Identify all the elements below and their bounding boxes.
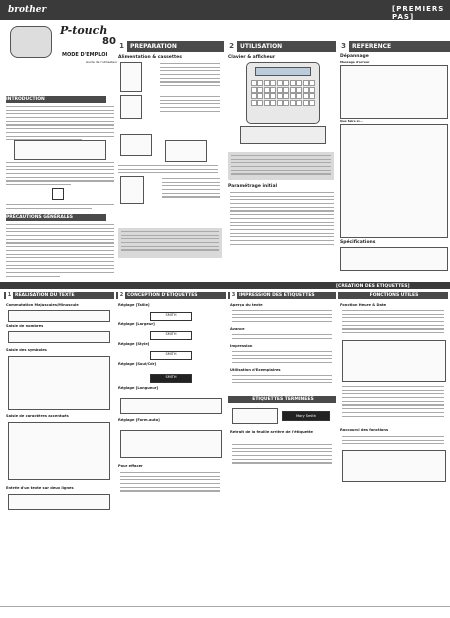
specs-title: Spécifications — [340, 240, 376, 245]
step2-illustration — [120, 95, 142, 119]
step4-illustration — [120, 176, 144, 204]
intro-text — [6, 106, 114, 143]
symbols-heading: Saisie des symboles — [6, 348, 47, 352]
style-sample: SMITH — [150, 351, 192, 360]
symbols-table — [8, 356, 110, 410]
product-model: 80 — [102, 36, 116, 47]
guide-title: MODE D'EMPLOI — [62, 52, 108, 58]
intro-header: INTRODUCTION — [6, 96, 106, 103]
clear-heading: Pour effacer — [118, 464, 143, 468]
prep-subtitle: Alimentation & cassettes — [118, 55, 182, 60]
bin-icon — [52, 188, 64, 200]
copies-heading: Utilisation d'Exemplaires — [230, 368, 281, 372]
section-preparation: 1 PREPARATION — [116, 41, 224, 52]
product-logo: P-touch — [60, 24, 108, 37]
datetime-heading: Fonction Heure & Date — [340, 303, 387, 307]
footer — [0, 606, 450, 618]
underline-heading: Réglage [Soul/Cdr] — [118, 362, 157, 366]
lcd-display — [255, 67, 311, 76]
cassette-illustration — [165, 140, 207, 162]
feed-heading: Avance — [230, 327, 245, 331]
top-banner — [0, 0, 450, 20]
autoformat-table — [120, 430, 222, 458]
section-impression: 3 IMPRESSION DES ETIQUETTES — [228, 292, 336, 299]
creation-tag: [CREATION DES ETIQUETTES] — [336, 284, 410, 289]
accents-heading: Saisie de caractères accentués — [6, 414, 69, 418]
section-fonctions: FONCTIONS UTILES — [338, 292, 448, 299]
premiers-pas-tag: [PREMIERS PAS] — [392, 5, 445, 21]
underline-sample: SMITH — [150, 374, 192, 383]
step1-illustration — [120, 62, 142, 92]
accents-table — [8, 422, 110, 480]
preview-heading: Aperçu du texte — [230, 303, 263, 307]
size-heading: Réglage [Taille] — [118, 303, 150, 307]
width-heading: Réglage [Largeur] — [118, 322, 155, 326]
setup-subtitle: Paramétrage initial — [228, 184, 278, 189]
error-table — [340, 65, 448, 119]
two-lines-example — [8, 494, 110, 510]
brand-logo: brother — [8, 5, 47, 15]
width-sample: SMITH — [150, 331, 192, 340]
step3-illustration — [120, 134, 152, 156]
declaration-box — [14, 140, 106, 160]
what-if-title: Que faire si... — [340, 119, 363, 123]
precautions-header: PRÉCAUTIONS GÉNÉRALES — [6, 214, 106, 221]
section-utilisation: 2 UTILISATION — [226, 41, 336, 52]
util-subtitle: Clavier & afficheur — [228, 55, 276, 60]
guide-subtitle: Guide de l'utilisateur — [86, 60, 118, 64]
caps-example — [8, 310, 110, 322]
section-realisation: 1 REALISATION DU TEXTE — [4, 292, 114, 299]
section-reference: 3 REFERENCE — [338, 41, 450, 52]
lcd-enlarged — [240, 126, 326, 144]
datetime-table — [342, 340, 446, 382]
length-heading: Réglage [Longueur] — [118, 386, 159, 390]
section-conception: 2 CONCEPTION D'ETIQUETTES — [116, 292, 226, 299]
shortcut-heading: Raccourci des fonctions — [340, 428, 389, 432]
keyboard-illustration — [246, 62, 320, 124]
error-msg-title: Message d'erreur — [340, 60, 370, 64]
device-illustration — [10, 26, 52, 58]
print-heading: Impression — [230, 344, 253, 348]
finished-label-sample: Mary Smith — [282, 411, 330, 421]
what-if-table — [340, 124, 448, 238]
troubleshoot-title: Dépannage — [340, 54, 369, 59]
autoformat-heading: Réglage [Form.auto] — [118, 418, 160, 422]
caps-heading: Commutation Majuscules/Minuscule — [6, 303, 79, 307]
shortcut-table — [342, 450, 446, 482]
specs-table — [340, 247, 448, 271]
finished-labels-header: ETIQUETTES TERMINEES — [228, 396, 336, 403]
numbers-heading: Saisie de nombres — [6, 324, 44, 328]
backing-heading: Retrait de la feuille arrière de l'étiquette — [230, 430, 313, 434]
style-heading: Réglage [Style] — [118, 342, 150, 346]
size-sample: SMITH — [150, 312, 192, 321]
cut-illustration — [232, 408, 278, 424]
length-example — [120, 398, 222, 414]
numbers-example — [8, 331, 110, 343]
two-lines-heading: Entrée d'un texte sur deux lignes — [6, 486, 74, 490]
